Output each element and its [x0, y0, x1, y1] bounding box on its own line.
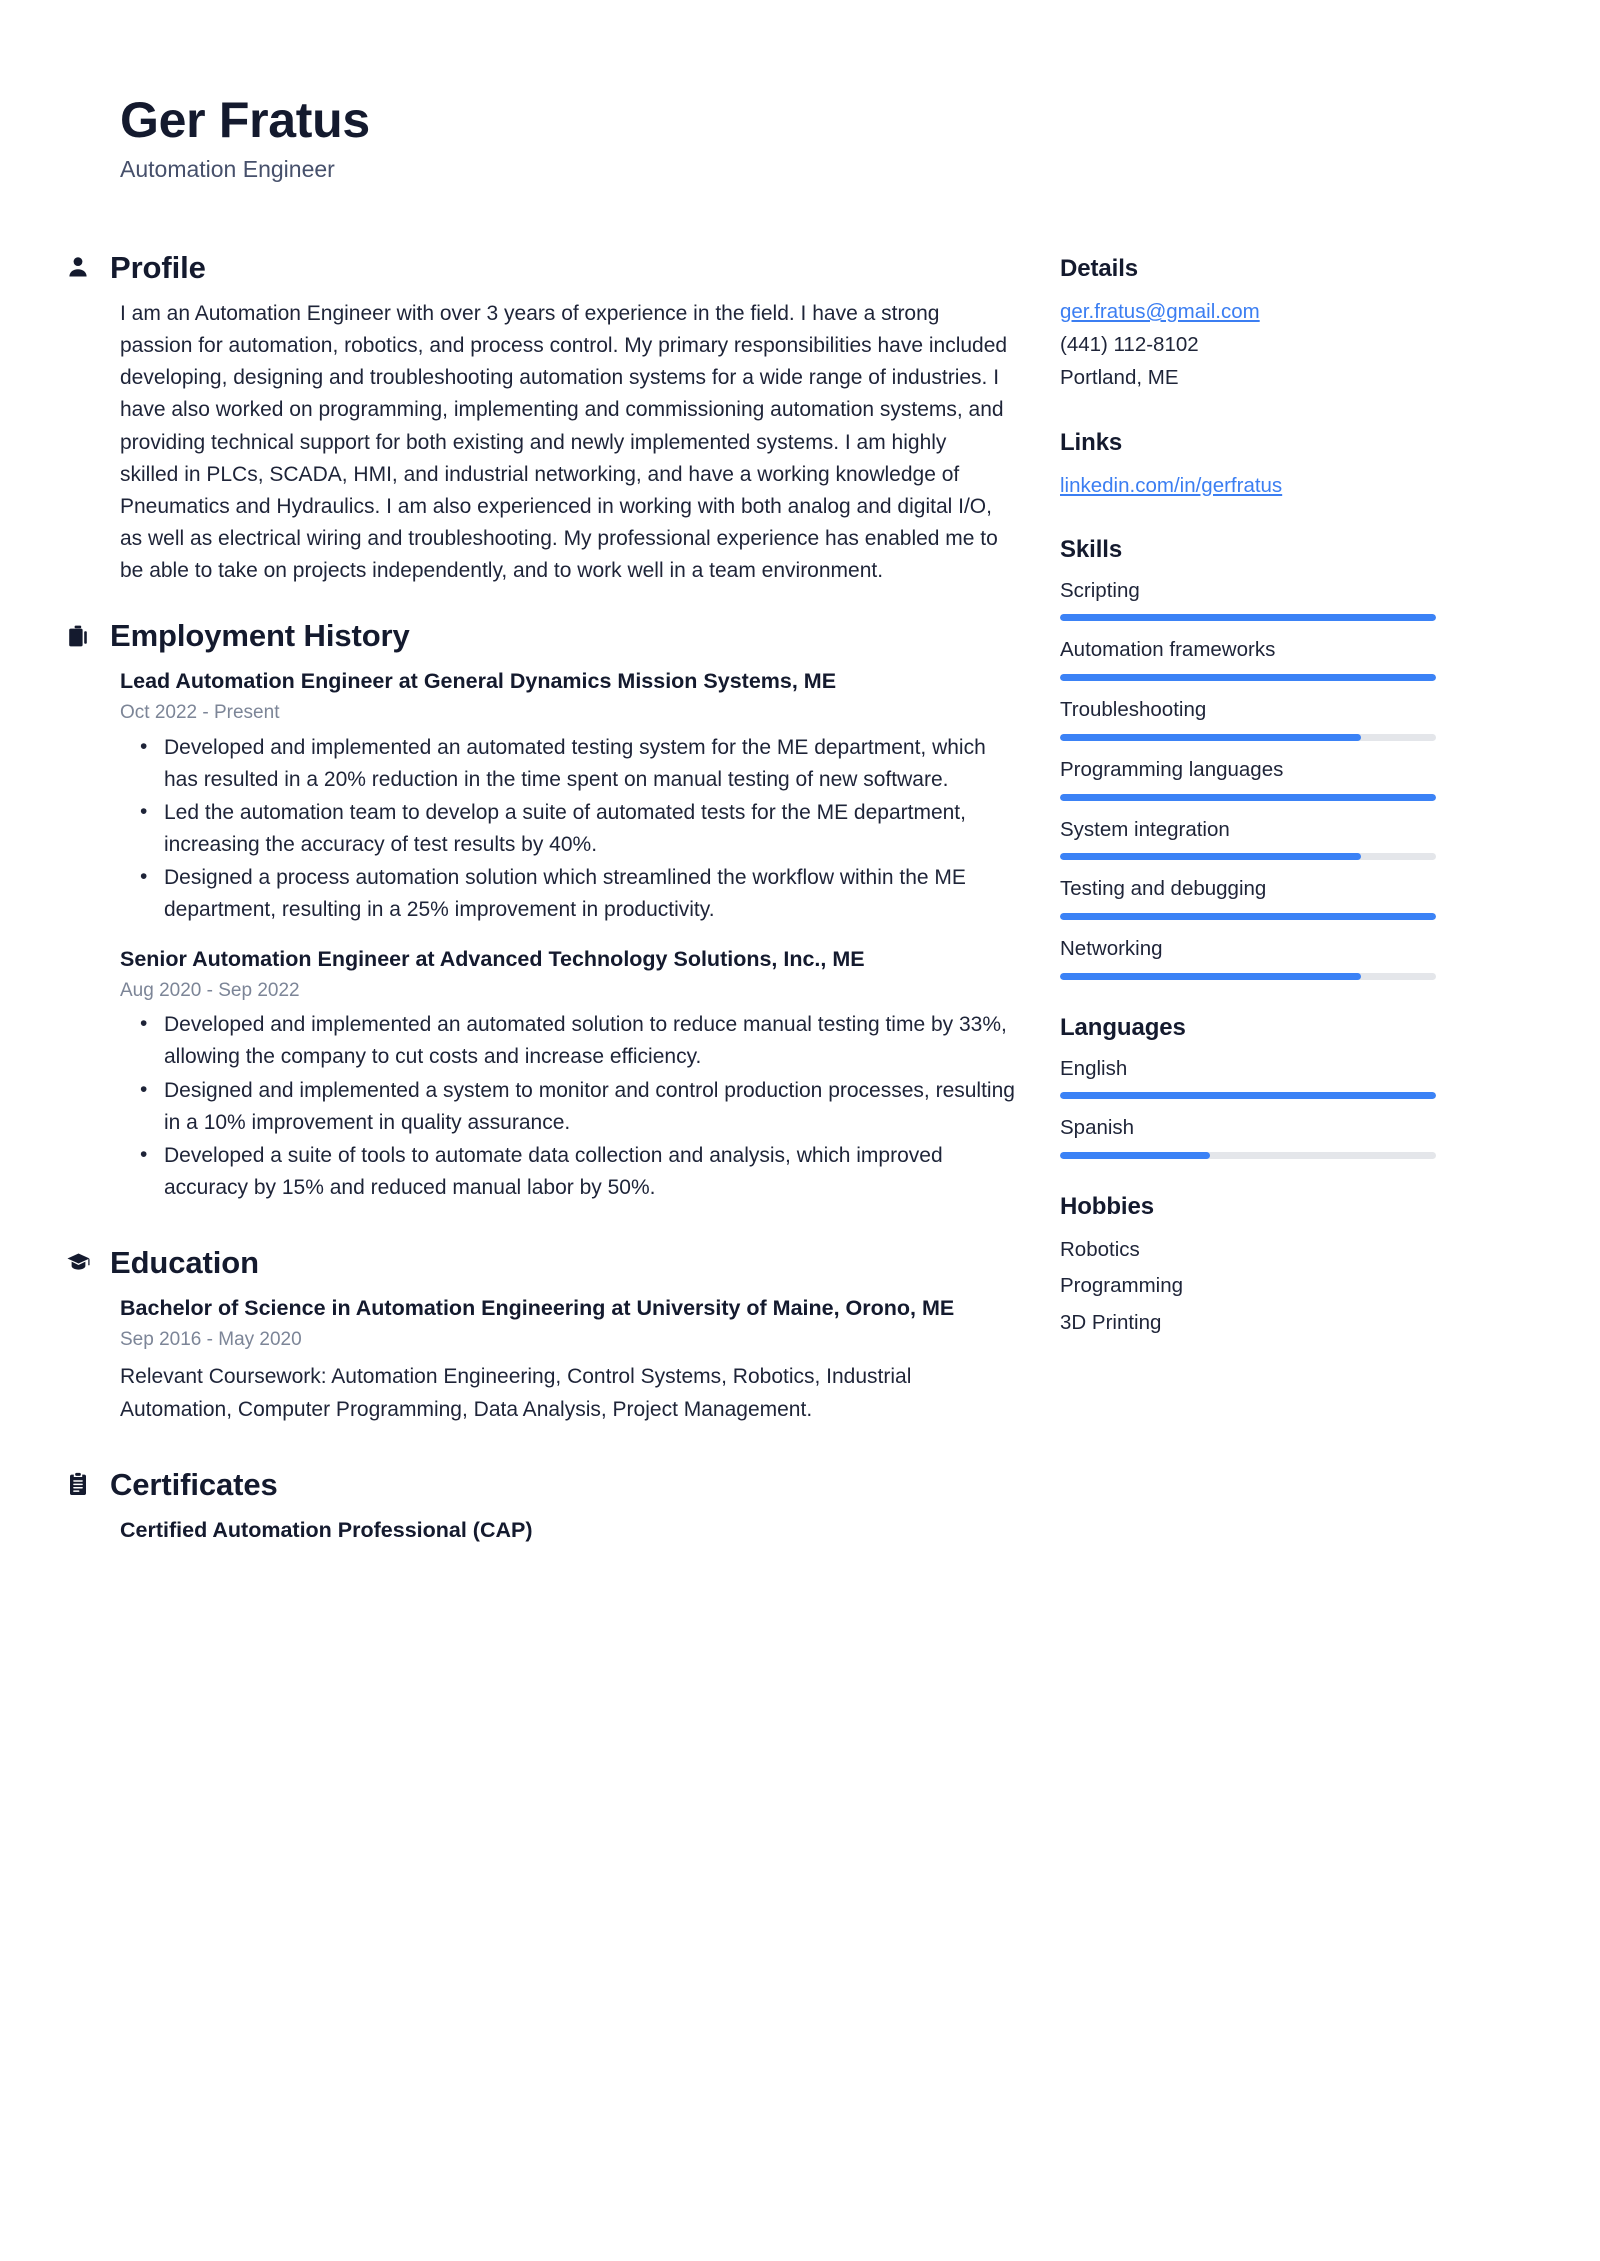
list-item: • Led the automation team to develop a suite of automated tests for the ME department, increasing the accuracy of test results by 40%.	[164, 797, 1016, 861]
skill-label: Networking	[1060, 937, 1163, 961]
skill-label: Programming languages	[1060, 757, 1284, 781]
language-progress-track	[1060, 1092, 1436, 1099]
skill-row	[1060, 755, 1500, 801]
list-item: • Developed and implemented an automated solution to reduce manual testing time by 33%, allowing the company to cut costs and increase efficiency.	[164, 1009, 1016, 1073]
skill-row	[1060, 815, 1500, 861]
skill-label: Automation frameworks	[1060, 638, 1276, 662]
sidebar-title-hobbies: Hobbies	[1060, 1193, 1154, 1221]
language-label: English	[1060, 1056, 1128, 1080]
section-title-education: Education	[110, 1245, 259, 1281]
sidebar-title-details: Details	[1060, 254, 1139, 282]
certificate-entry	[120, 1515, 1016, 1546]
language-row	[1060, 1113, 1500, 1159]
sidebar-block-skills	[1060, 536, 1500, 980]
list-item: • Developed a suite of tools to automate data collection and analysis, which improved accuracy by 15% and reduced manual labor by 50%.	[164, 1140, 1016, 1204]
skill-progress-fill	[1060, 614, 1436, 621]
skill-progress-fill	[1060, 734, 1361, 741]
list-item: • Developed and implemented an automated testing system for the ME department, which has resulted in a 20% reduction in the time spent on manual testing of new software.	[164, 732, 1016, 796]
hobby-item: Programming	[1060, 1274, 1184, 1298]
sidebar-block-links	[1060, 429, 1500, 502]
education-entry	[120, 1293, 1016, 1425]
sidebar-title-links: Links	[1060, 428, 1123, 456]
sidebar-block-details	[1060, 255, 1500, 395]
skill-row	[1060, 635, 1500, 681]
language-progress-fill	[1060, 1092, 1436, 1099]
section-employment	[64, 617, 1016, 1204]
employment-entry-bullets	[120, 732, 1016, 927]
location-text: Portland, ME	[1060, 366, 1179, 390]
employment-entry-date: Aug 2020 - Sep 2022	[120, 979, 300, 1001]
section-body-employment	[64, 666, 1016, 1204]
education-entry-date: Sep 2016 - May 2020	[120, 1328, 302, 1350]
skill-progress-track	[1060, 973, 1436, 980]
person-icon	[64, 253, 92, 281]
section-body-profile	[64, 298, 1016, 587]
list-item: • Designed and implemented a system to monitor and control production processes, resulting in a 10% improvement in quality assurance.	[164, 1075, 1016, 1139]
list-item: • Designed a process automation solution which streamlined the workflow within the ME department, resulting in a 25% improvement in productivity.	[164, 862, 1016, 926]
skill-progress-track	[1060, 794, 1436, 801]
section-title-profile: Profile	[110, 249, 206, 285]
skill-label: System integration	[1060, 817, 1230, 841]
employment-entry-title: Senior Automation Engineer at Advanced Technology Solutions, Inc., ME	[120, 947, 865, 972]
education-entry-title: Bachelor of Science in Automation Engineering at University of Maine, Orono, ME	[120, 1296, 955, 1321]
clipboard-icon	[64, 1470, 92, 1498]
language-row	[1060, 1054, 1500, 1100]
page-title: Ger Fratus	[120, 92, 370, 148]
main-column	[64, 249, 1016, 1575]
skill-row	[1060, 874, 1500, 920]
employment-entry-bullets	[120, 1009, 1016, 1204]
sidebar-block-languages	[1060, 1014, 1500, 1159]
hobby-item: Robotics	[1060, 1238, 1140, 1262]
sidebar-column	[1060, 249, 1500, 1373]
section-body-certificates	[64, 1515, 1016, 1546]
language-label: Spanish	[1060, 1116, 1135, 1140]
skill-label: Scripting	[1060, 578, 1140, 602]
sidebar-title-languages: Languages	[1060, 1013, 1186, 1041]
sidebar-block-hobbies	[1060, 1193, 1500, 1339]
education-entry-description: Relevant Coursework: Automation Engineering, Control Systems, Robotics, Industrial Automation, Computer Programming, Data Analysis, Project Management.	[120, 1365, 912, 1421]
employment-entry-date: Oct 2022 - Present	[120, 701, 280, 723]
section-certificates	[64, 1466, 1016, 1546]
skill-progress-fill	[1060, 913, 1436, 920]
skill-row	[1060, 695, 1500, 741]
employment-entry	[120, 944, 1016, 1204]
email-link[interactable]: ger.fratus@gmail.com	[1060, 299, 1260, 323]
skill-progress-track	[1060, 614, 1436, 621]
profile-paragraph: I am an Automation Engineer with over 3 years of experience in the field. I have a strong passion for automation, robotics, and process control. My primary responsibilities have included developing, designing and troubleshooting automation systems for a wide range of industries. I have also worked on programming, implementing and commissioning automation systems, and providing technical support for both existing and newly implemented systems. I am highly skilled in PLCs, SCADA, HMI, and industrial networking, and have a working knowledge of Pneumatics and Hydraulics. I am also experienced in working with both analog and digital I/O, as well as electrical wiring and troubleshooting. My professional experience has enabled me to be able to take on projects independently, and to work well in a team environment.	[120, 302, 1008, 583]
skill-row	[1060, 576, 1500, 622]
resume-body	[0, 249, 1600, 1575]
linkedin-link[interactable]: linkedin.com/in/gerfratus	[1060, 473, 1283, 497]
section-education	[64, 1244, 1016, 1426]
skill-progress-fill	[1060, 853, 1361, 860]
language-progress-fill	[1060, 1152, 1210, 1159]
skill-progress-track	[1060, 853, 1436, 860]
section-header-profile	[64, 249, 1016, 286]
skill-progress-track	[1060, 674, 1436, 681]
graduation-cap-icon	[64, 1249, 92, 1277]
resume-header	[0, 0, 1600, 185]
section-title-certificates: Certificates	[110, 1466, 278, 1502]
section-body-education	[64, 1293, 1016, 1425]
language-progress-track	[1060, 1152, 1436, 1159]
employment-entry	[120, 666, 1016, 926]
section-title-employment: Employment History	[110, 618, 410, 654]
skill-progress-fill	[1060, 973, 1361, 980]
section-header-employment	[64, 617, 1016, 654]
skill-progress-track	[1060, 913, 1436, 920]
skill-label: Troubleshooting	[1060, 698, 1207, 722]
section-header-education	[64, 1244, 1016, 1281]
hobby-item: 3D Printing	[1060, 1310, 1162, 1334]
skill-row	[1060, 934, 1500, 980]
employment-entry-title: Lead Automation Engineer at General Dynamics Mission Systems, ME	[120, 669, 837, 694]
briefcase-icon	[64, 622, 92, 650]
section-profile	[64, 249, 1016, 587]
skill-progress-track	[1060, 734, 1436, 741]
phone-text: (441) 112-8102	[1060, 333, 1199, 357]
certificate-entry-title: Certified Automation Professional (CAP)	[120, 1517, 533, 1542]
section-header-certificates	[64, 1466, 1016, 1503]
job-title-subtitle: Automation Engineer	[120, 156, 335, 182]
skill-progress-fill	[1060, 794, 1436, 801]
skill-progress-fill	[1060, 674, 1436, 681]
sidebar-title-skills: Skills	[1060, 535, 1123, 563]
skill-label: Testing and debugging	[1060, 877, 1267, 901]
